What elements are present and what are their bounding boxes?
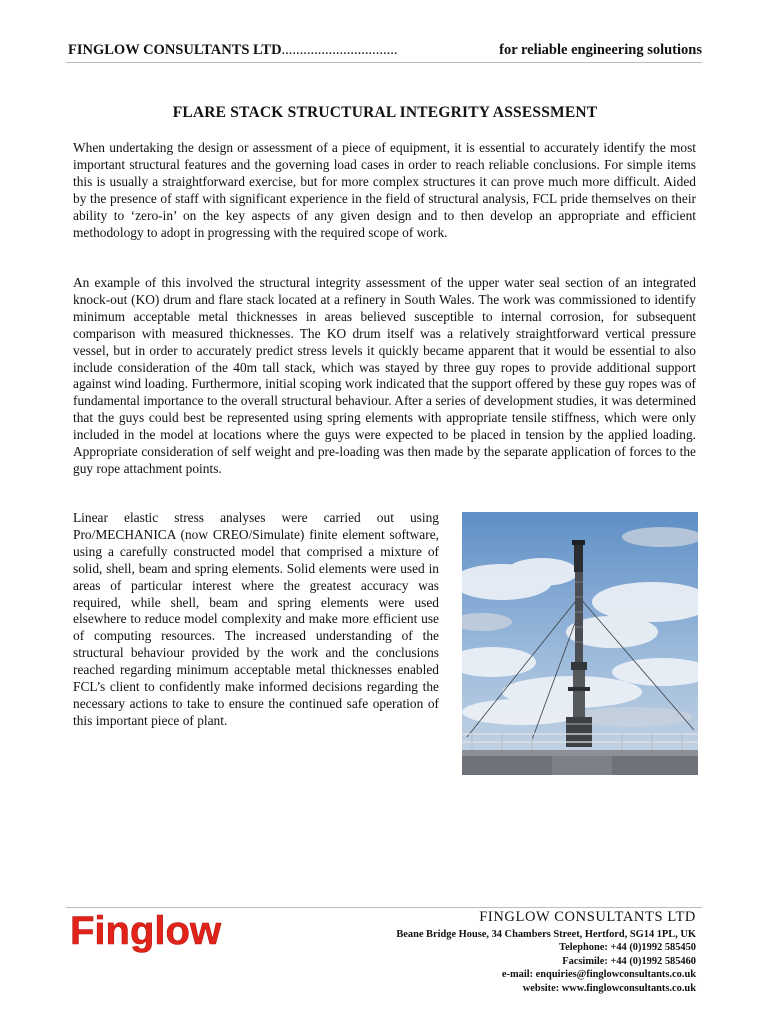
footer-telephone: Telephone: +44 (0)1992 585450: [559, 942, 696, 954]
finglow-logo: [70, 904, 240, 964]
footer-company: FINGLOW CONSULTANTS LTD: [479, 909, 696, 925]
finglow-logo-text: Finglow: [70, 909, 222, 953]
footer-website[interactable]: website: www.finglowconsultants.co.uk: [522, 982, 696, 994]
header-company: [68, 42, 398, 59]
flare-stack-illustration: [462, 512, 698, 775]
footer-facsimile: Facsimile: +44 (0)1992 585460: [562, 955, 696, 967]
paragraph-intro: When undertaking the design or assessment of a piece of equipment, it is essential to accurately identify the most important structural features and the governing load cases in order to reach reliable conclusions. For simple items this is usually a straightforward exercise, but for more complex structures it can prove much more difficult. Aided by the presence of staff with significant experience in the field of structural analysis, FCL pride themselves on their ability to ‘zero-in’ on the key aspects of any given design and to then develop an appropriate and efficient methodology to adopt in progressing with the required scope of work.: [73, 140, 696, 240]
footer-email[interactable]: e-mail: enquiries@finglowconsultants.co.uk: [501, 969, 696, 981]
flare-stack-photo: [462, 512, 698, 775]
header-dots: ................................: [281, 42, 398, 58]
paragraph-example: An example of this involved the structural integrity assessment of the upper water seal section of an integrated knock-out (KO) drum and flare stack located at a refinery in South Wales. The work was commissioned to identify minimum acceptable metal thicknesses in areas believed susceptible to internal corrosion, for subsequent comparison with measured thicknesses. The KO drum itself was a relatively straightforward vertical pressure vessel, but in order to accurately predict stress levels it quickly became apparent that it would be essential to also include consideration of the 40m tall stack, which was stayed by three guy ropes to provide additional support against wind loading. Furthermore, initial scoping work indicated that the support offered by these guy ropes was of fundamental importance to the overall structural behaviour. After a series of development studies, it was determined that the guys could best be represented using spring elements with appropriate tensile stiffness, which were only included in the model at locations where the guys were expected to be placed in tension by the applied loading. Appropriate consideration of self weight and pre-loading was then made by the separate application of forces to the guy rope attachment points.: [73, 275, 696, 476]
paragraph-analysis: Linear elastic stress analyses were carried out using Pro/MECHANICA (now CREO/Simulate) finite element software, using a carefully constructed model that comprised a mixture of solid, shell, beam and spring elements. Solid elements were used in areas of particular interest where the greatest accuracy was required, while shell, beam and spring elements were used elsewhere to reduce model complexity and make more efficient use of computing resources. The increased understanding of the structural behaviour provided by the work and the conclusions reached regarding minimum acceptable metal thicknesses enabled FCL’s client to confidently make informed decisions regarding the necessary actions to take to ensure the continued safe operation of this important piece of plant.: [73, 510, 439, 728]
header-company-name: FINGLOW CONSULTANTS LTD: [68, 42, 282, 58]
page-title: FLARE STACK STRUCTURAL INTEGRITY ASSESSMENT: [172, 104, 598, 121]
footer-address: Beane Bridge House, 34 Chambers Street, Hertford, SG14 1PL, UK: [396, 929, 696, 940]
header-divider: [66, 62, 702, 63]
page-header: [68, 42, 702, 62]
contact-details: [396, 909, 696, 995]
header-tagline: for reliable engineering solutions: [499, 42, 702, 58]
